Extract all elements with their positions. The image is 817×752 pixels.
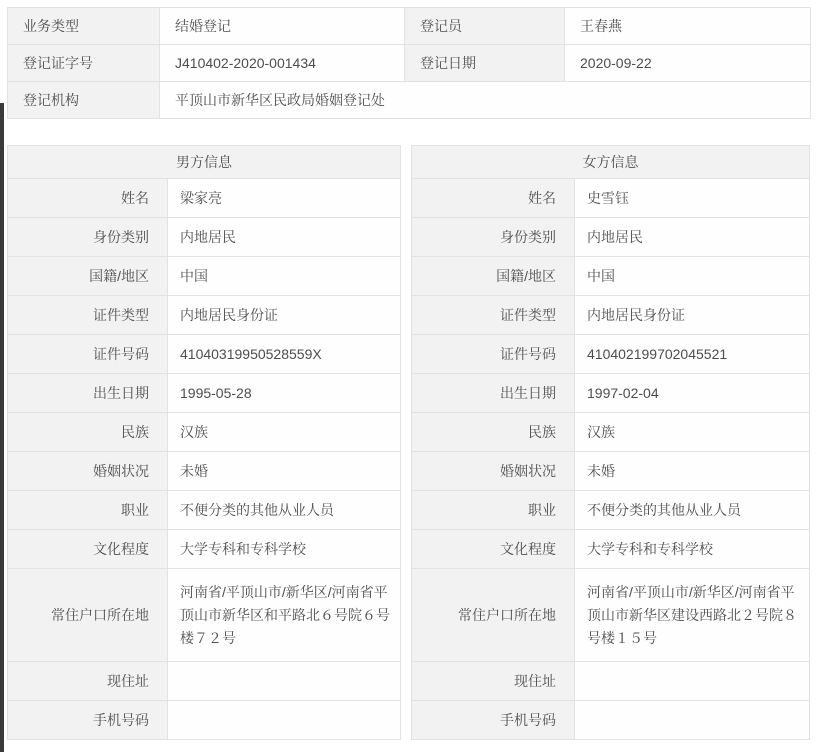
female-id-type-value: 内地居民身份证 (575, 296, 810, 335)
table-row (412, 569, 810, 662)
registration-agency-label: 登记机构 (8, 82, 160, 119)
table-row (8, 335, 401, 374)
female-id-type-label: 证件类型 (412, 296, 575, 335)
male-name-value: 梁家亮 (168, 179, 401, 218)
male-ethnicity-label: 民族 (8, 413, 168, 452)
male-mobile-value (168, 701, 401, 740)
male-birth-date-label: 出生日期 (8, 374, 168, 413)
table-row (412, 452, 810, 491)
female-education-label: 文化程度 (412, 530, 575, 569)
female-birth-date-label: 出生日期 (412, 374, 575, 413)
table-row (412, 257, 810, 296)
table-row (8, 257, 401, 296)
male-ethnicity-value: 汉族 (168, 413, 401, 452)
registration-date-value: 2020-09-22 (565, 45, 811, 82)
female-ethnicity-value: 汉族 (575, 413, 810, 452)
table-row (8, 452, 401, 491)
table-row (8, 662, 401, 701)
female-nationality-value: 中国 (575, 257, 810, 296)
male-occupation-value: 不便分类的其他从业人员 (168, 491, 401, 530)
table-row (412, 530, 810, 569)
male-birth-date-value: 1995-05-28 (168, 374, 401, 413)
male-info-title: 男方信息 (8, 146, 401, 179)
table-row (412, 296, 810, 335)
male-id-number-label: 证件号码 (8, 335, 168, 374)
business-type-label: 业务类型 (8, 8, 160, 45)
female-ethnicity-label: 民族 (412, 413, 575, 452)
table-row (8, 569, 401, 662)
table-row (8, 179, 401, 218)
female-marital-status-value: 未婚 (575, 452, 810, 491)
male-identity-type-label: 身份类别 (8, 218, 168, 257)
cert-number-label: 登记证字号 (8, 45, 160, 82)
registration-summary-table (7, 7, 811, 119)
business-type-value: 结婚登记 (160, 8, 405, 45)
female-name-label: 姓名 (412, 179, 575, 218)
female-occupation-value: 不便分类的其他从业人员 (575, 491, 810, 530)
female-education-value: 大学专科和专科学校 (575, 530, 810, 569)
female-marital-status-label: 婚姻状况 (412, 452, 575, 491)
male-nationality-label: 国籍/地区 (8, 257, 168, 296)
table-row (8, 530, 401, 569)
table-row (8, 491, 401, 530)
female-current-address-label: 现住址 (412, 662, 575, 701)
female-household-address-label: 常住户口所在地 (412, 569, 575, 662)
table-row (412, 179, 810, 218)
male-id-type-label: 证件类型 (8, 296, 168, 335)
male-name-label: 姓名 (8, 179, 168, 218)
person-tables-container (7, 145, 810, 740)
male-marital-status-value: 未婚 (168, 452, 401, 491)
table-row (412, 335, 810, 374)
female-mobile-label: 手机号码 (412, 701, 575, 740)
female-info-title: 女方信息 (412, 146, 810, 179)
registration-date-label: 登记日期 (405, 45, 565, 82)
registrar-value: 王春燕 (565, 8, 811, 45)
female-identity-type-label: 身份类别 (412, 218, 575, 257)
table-row (412, 374, 810, 413)
male-occupation-label: 职业 (8, 491, 168, 530)
male-id-number-value: 41040319950528559X (168, 335, 401, 374)
male-info-table (7, 145, 401, 740)
male-nationality-value: 中国 (168, 257, 401, 296)
table-header-row (8, 146, 401, 179)
female-name-value: 史雪钰 (575, 179, 810, 218)
male-id-type-value: 内地居民身份证 (168, 296, 401, 335)
male-education-value: 大学专科和专科学校 (168, 530, 401, 569)
male-marital-status-label: 婚姻状况 (8, 452, 168, 491)
table-row (8, 82, 811, 119)
table-row (8, 45, 811, 82)
male-current-address-value (168, 662, 401, 701)
male-current-address-label: 现住址 (8, 662, 168, 701)
male-household-address-label: 常住户口所在地 (8, 569, 168, 662)
female-mobile-value (575, 701, 810, 740)
table-row (412, 413, 810, 452)
female-household-address-value: 河南省/平顶山市/新华区/河南省平顶山市新华区建设西路北２号院８号楼１５号 (575, 569, 810, 662)
table-header-row (412, 146, 810, 179)
female-nationality-label: 国籍/地区 (412, 257, 575, 296)
registrar-label: 登记员 (405, 8, 565, 45)
table-row (8, 296, 401, 335)
table-row (8, 701, 401, 740)
table-row (8, 8, 811, 45)
female-id-number-value: 410402199702045521 (575, 335, 810, 374)
cert-number-value: J410402-2020-001434 (160, 45, 405, 82)
female-birth-date-value: 1997-02-04 (575, 374, 810, 413)
window-left-edge (0, 103, 4, 752)
table-row (412, 491, 810, 530)
table-row (8, 413, 401, 452)
female-id-number-label: 证件号码 (412, 335, 575, 374)
registration-agency-value: 平顶山市新华区民政局婚姻登记处 (160, 82, 811, 119)
table-row (412, 701, 810, 740)
male-education-label: 文化程度 (8, 530, 168, 569)
table-row (412, 218, 810, 257)
female-current-address-value (575, 662, 810, 701)
male-identity-type-value: 内地居民 (168, 218, 401, 257)
male-mobile-label: 手机号码 (8, 701, 168, 740)
female-occupation-label: 职业 (412, 491, 575, 530)
female-info-table (411, 145, 810, 740)
table-row (8, 218, 401, 257)
male-household-address-value: 河南省/平顶山市/新华区/河南省平顶山市新华区和平路北６号院６号楼７２号 (168, 569, 401, 662)
female-identity-type-value: 内地居民 (575, 218, 810, 257)
table-row (412, 662, 810, 701)
table-row (8, 374, 401, 413)
